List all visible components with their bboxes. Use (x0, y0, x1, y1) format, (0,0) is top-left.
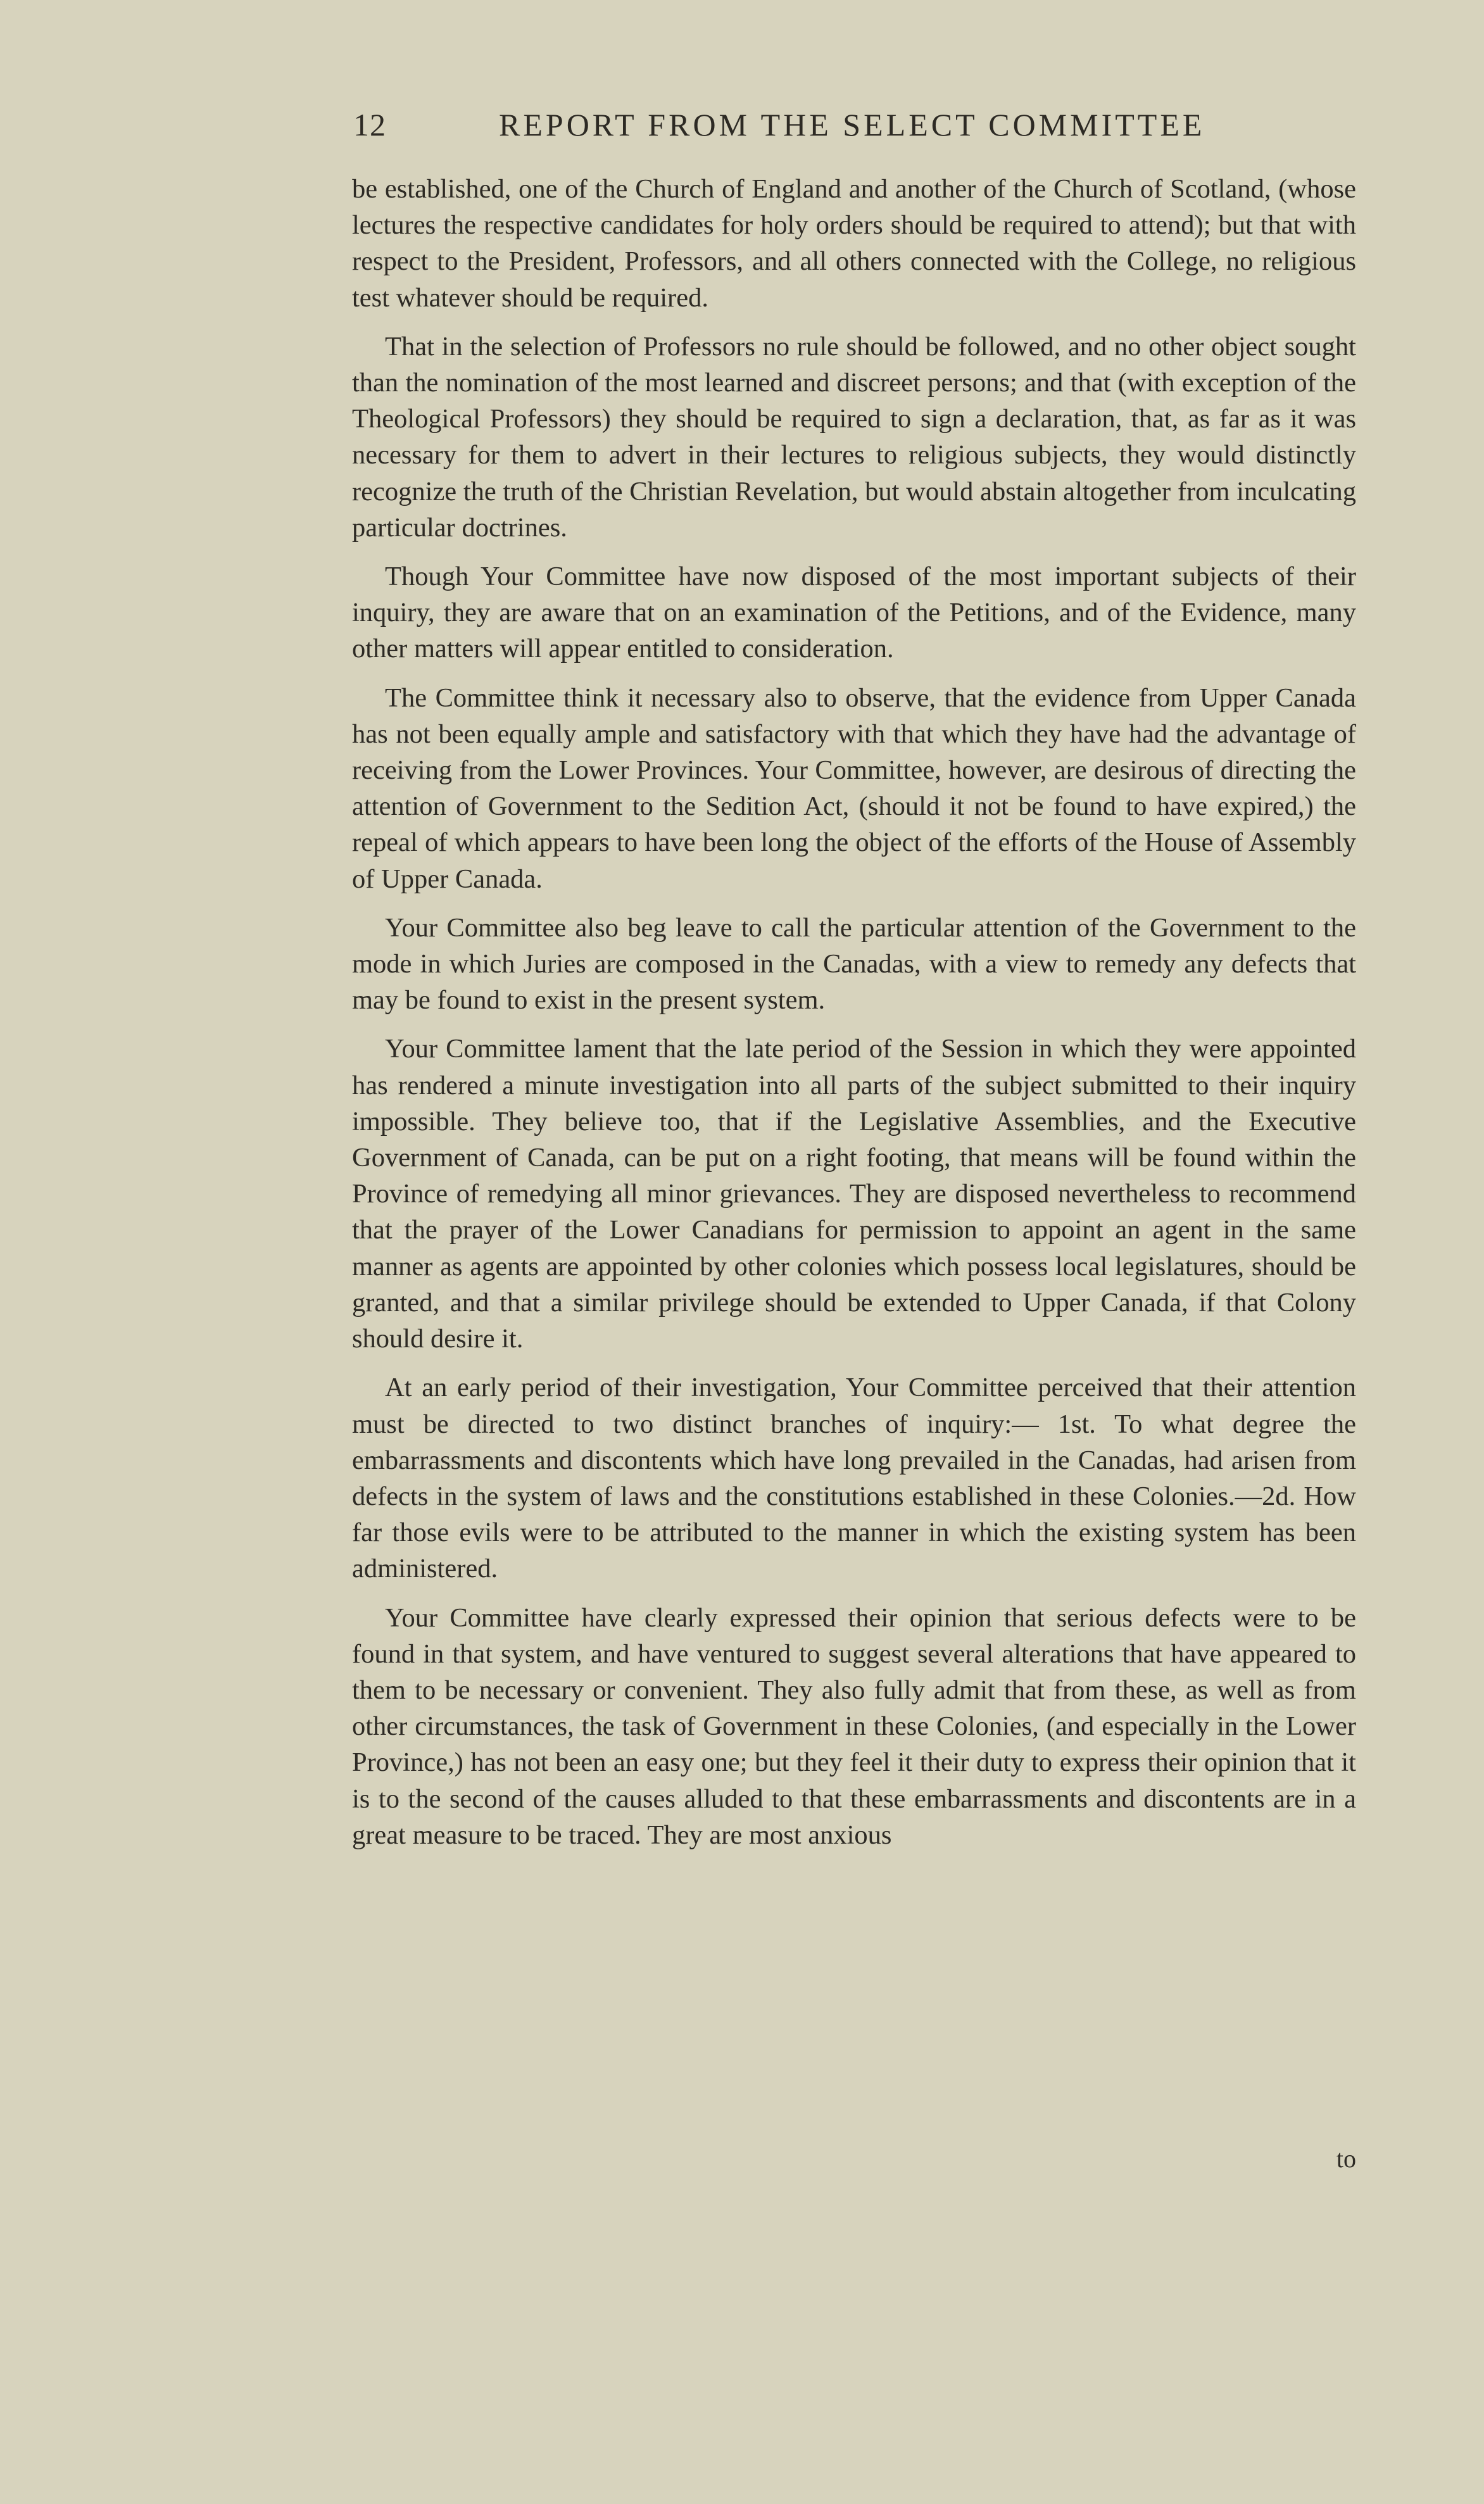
running-head: REPORT FROM THE SELECT COMMITTEE (499, 107, 1205, 142)
page-header (353, 106, 1354, 163)
paragraph-branches-of-inquiry: At an early period of their investigation, Your Committee perceived that their attention must be directed to two distinct branches of inquiry:— 1st. To what degree the embarrassments and discontents which have long prevailed in the Canadas, had arisen from defects in the system of laws and the constitutions established in these Colonies.—2d. How far those evils were to be attributed to the manner in which the existing system has been administered. (352, 1373, 1356, 1584)
paragraph-juries: Your Committee also beg leave to call the particular attention of the Government to the mode in which Juries are composed in the Canadas, with a view to remedy any defects that may be found to exist in the present system. (352, 912, 1356, 1016)
catchword: to (1336, 2144, 1356, 2173)
paragraph-selection-of-professors: That in the selection of Professors no rule should be followed, and no other object sought than the nomination of the most learned and discreet persons; and that (with exception of the Theological Professors) they should be required to sign a declaration, that, as far as it was necessary for them to advert in their lectures to religious subjects, they would distinctly recognize the truth of the Christian Revelation, but would abstain altogether from inculcating particular doctrines. (352, 331, 1356, 543)
report-body (352, 171, 1356, 1866)
paragraph-continuation: be established, one of the Church of England and another of the Church of Scotland, (whose lectures the respective candidates for holy orders should be required to attend); but that with respect to the President, Professors, and all others connected with the College, no religious test whatever should be required. (352, 174, 1356, 313)
paragraph-upper-canada-evidence: The Committee think it necessary also to observe, that the evidence from Upper Canada has not been equally ample and satisfactory with that which they have had the advantage of receiving from the Lower Provinces. Your Committee, however, are desirous of directing the attention of Government to the Sedition Act, (should it not be found to have expired,) the repeal of which appears to have been long the object of the efforts of the House of Assembly of Upper Canada. (352, 683, 1356, 894)
paragraph-late-period: Your Committee lament that the late period of the Session in which they were appointed has rendered a minute investigation into all parts of the subject submitted to their inquiry impossible. They believe too, that if the Legislative Assemblies, and the Executive Government of Canada, can be put on a right footing, that means will be found within the Province of remedying all minor grievances. They are disposed nevertheless to recommend that the prayer of the Lower Canadians for permission to appoint an agent in the same manner as agents are appointed by other colonies which possess local legislatures, should be granted, and that a similar privilege should be extended to Upper Canada, if that Colony should desire it. (352, 1034, 1356, 1354)
page-number: 12 (353, 107, 386, 142)
paragraph-other-matters: Though Your Committee have now disposed of the most important subjects of their inquiry, they are aware that on an examination of the Petitions, and of the Evidence, many other matters will appear entitled to consideration. (352, 562, 1356, 664)
paragraph-serious-defects: Your Committee have clearly expressed their opinion that serious defects were to be found in that system, and have ventured to suggest several alterations that have appeared to them to be necessary or convenient. They also fully admit that from these, as well as from other circumstances, the task of Government in these Colonies, (and especially in the Lower Province,) has not been an easy one; but they feel it their duty to express their opinion that it is to the second of the causes alluded to that these embarrassments and discontents are in a great measure to be traced. They are most anxious (352, 1602, 1356, 1850)
